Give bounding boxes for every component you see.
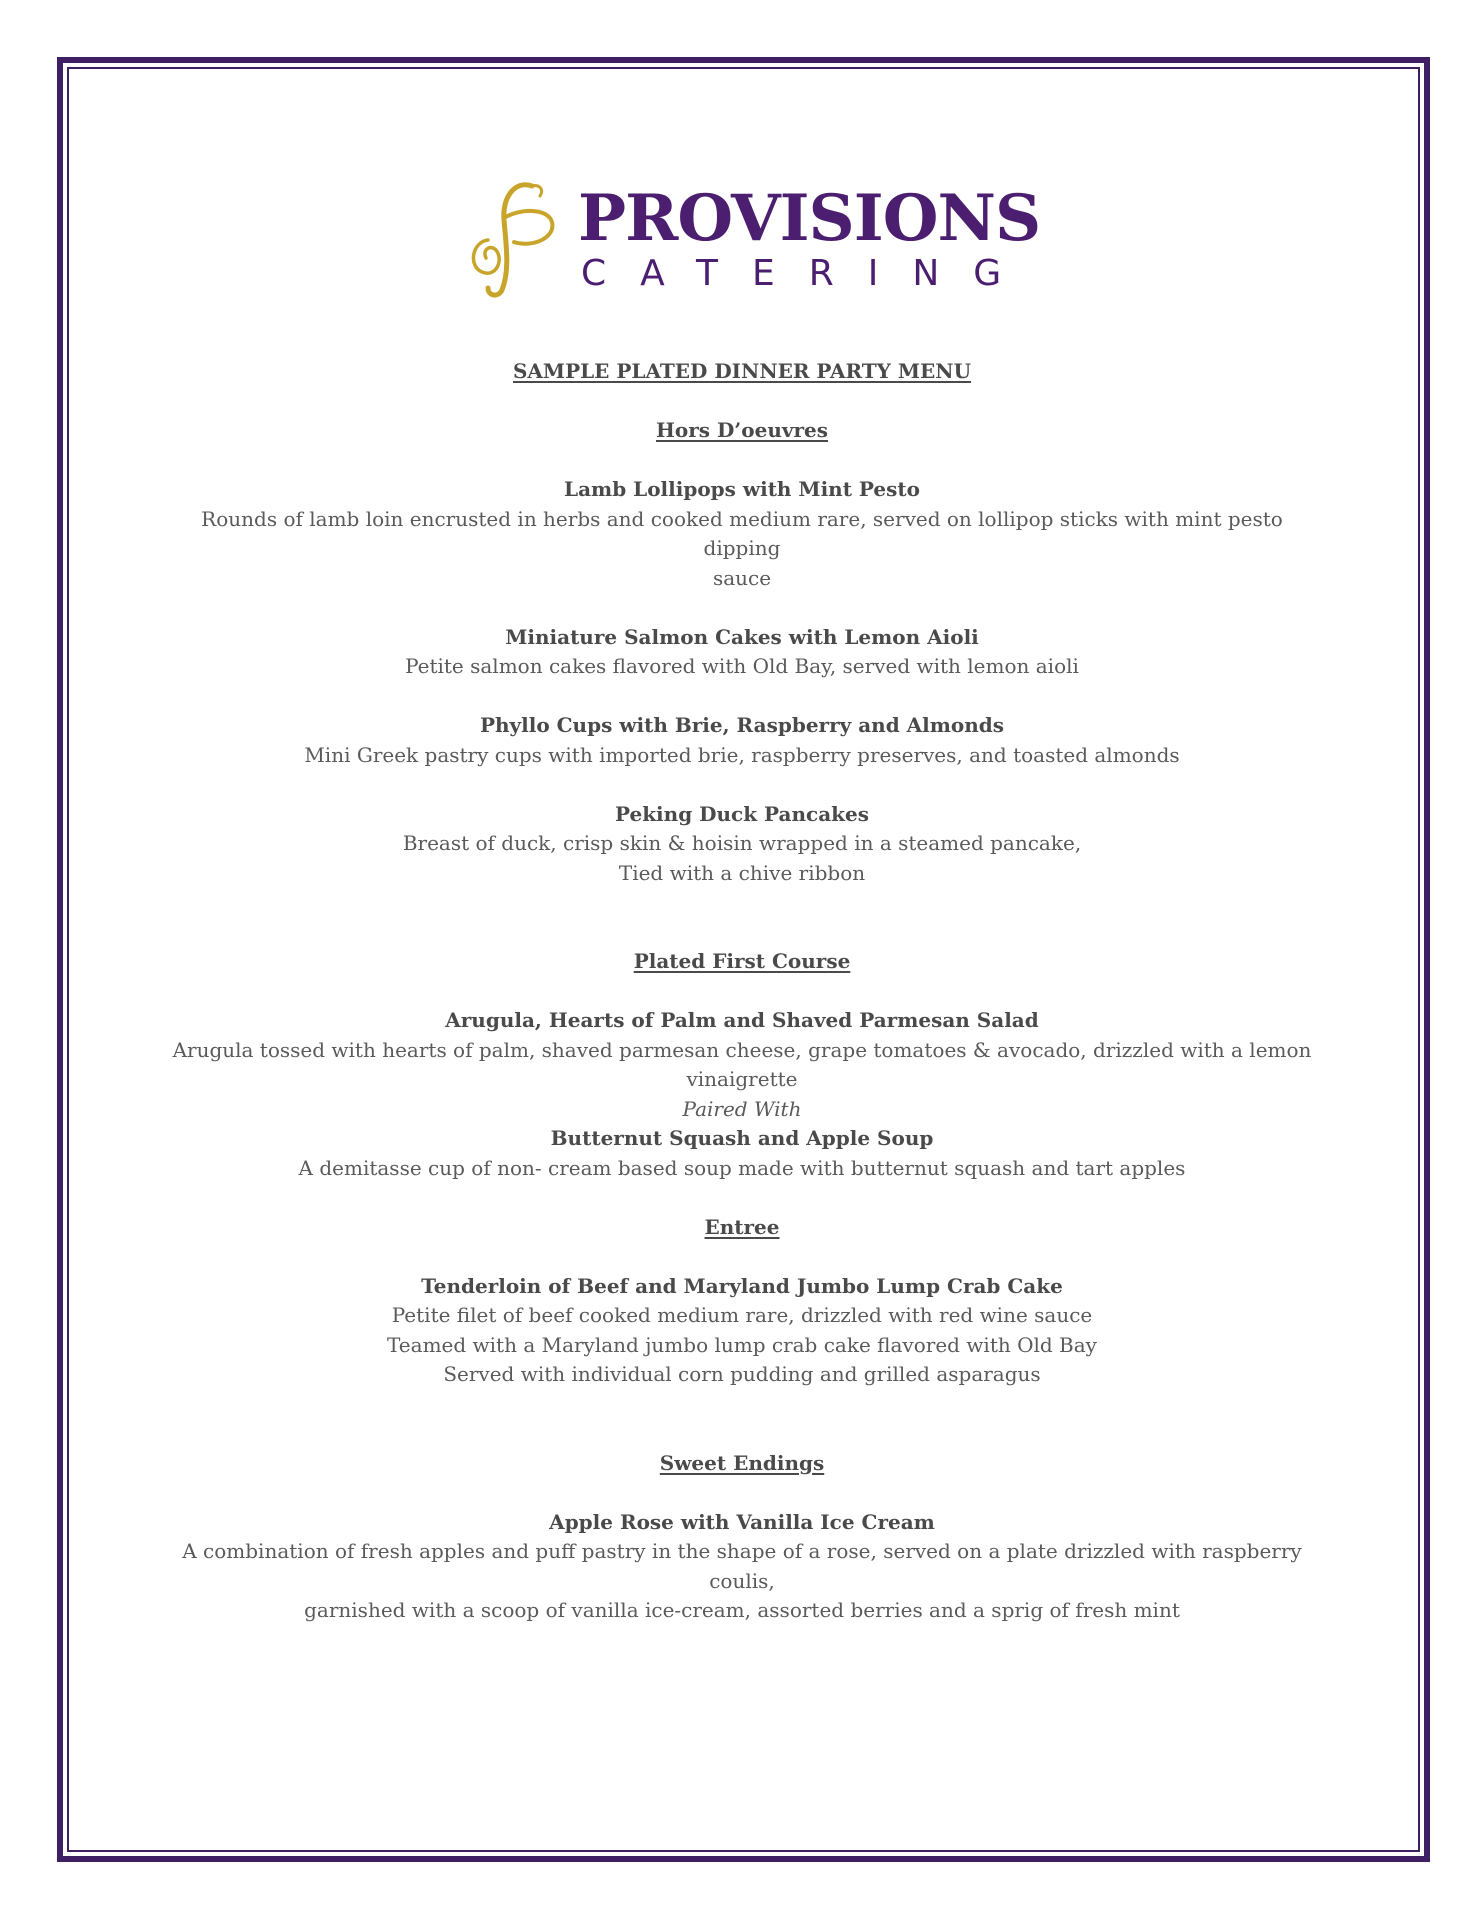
script-p-monogram-icon bbox=[458, 178, 563, 298]
dish-description: Tied with a chive ribbon bbox=[618, 860, 866, 885]
section-heading-first-course: Plated First Course bbox=[633, 949, 851, 973]
dish-description: Rounds of lamb loin encrusted in herbs and cooked medium rare, served on lollipop sticks with mint pesto dipping bbox=[201, 506, 1283, 560]
dish-description: A combination of fresh apples and puff pastry in the shape of a rose, served on a plate drizzled with raspberry coulis, bbox=[182, 1539, 1302, 1593]
dish-description: sauce bbox=[712, 565, 772, 590]
dish-name: Tenderloin of Beef and Maryland Jumbo Lump Crab Cake bbox=[421, 1273, 1063, 1298]
dish-name: Lamb Lollipops with Mint Pesto bbox=[564, 477, 920, 501]
menu-body bbox=[160, 357, 1324, 1626]
section-heading-entree: Entree bbox=[704, 1214, 780, 1239]
provisions-catering-logo bbox=[458, 178, 1041, 298]
dish-name: Peking Duck Pancakes bbox=[614, 801, 870, 826]
dish-description: A demitasse cup of non- cream based soup made with butternut squash and tart apples bbox=[298, 1155, 1186, 1180]
dish-description: Breast of duck, crisp skin & hoisin wrapped in a steamed pancake, bbox=[402, 831, 1082, 855]
dish-description: Petite filet of beef cooked medium rare, drizzled with red wine sauce bbox=[391, 1303, 1093, 1327]
dish-name: Apple Rose with Vanilla Ice Cream bbox=[549, 1509, 935, 1534]
dish-name: Arugula, Hearts of Palm and Shaved Parmesan Salad bbox=[445, 1008, 1039, 1032]
dish-description: Mini Greek pastry cups with imported brie, raspberry preserves, and toasted almonds bbox=[304, 742, 1180, 767]
dish-description: garnished with a scoop of vanilla ice-cream, assorted berries and a sprig of fresh mint bbox=[304, 1598, 1180, 1622]
menu-title: SAMPLE PLATED DINNER PARTY MENU bbox=[512, 359, 972, 383]
paired-with-label: Paired With bbox=[682, 1096, 802, 1121]
logo-name-provisions: PROVISIONS bbox=[578, 181, 1041, 256]
dish-description: Arugula tossed with hearts of palm, shaved parmesan cheese, grape tomatoes & avocado, drizzled with a lemon bbox=[172, 1037, 1312, 1062]
dish-name: Miniature Salmon Cakes with Lemon Aioli bbox=[505, 624, 979, 649]
dish-name: Phyllo Cups with Brie, Raspberry and Almonds bbox=[479, 713, 1005, 737]
dish-name: Butternut Squash and Apple Soup bbox=[550, 1126, 934, 1150]
dish-description: Served with individual corn pudding and grilled asparagus bbox=[443, 1362, 1041, 1386]
dish-description: vinaigrette bbox=[686, 1067, 798, 1091]
section-heading-sweet-endings: Sweet Endings bbox=[659, 1450, 825, 1475]
dish-description: Petite salmon cakes flavored with Old Bay, served with lemon aioli bbox=[405, 654, 1079, 678]
logo-name-catering: CATERING bbox=[581, 253, 1036, 294]
section-heading-hors-doeuvres: Hors D’oeuvres bbox=[655, 418, 829, 442]
dish-description: Teamed with a Maryland jumbo lump crab cake flavored with Old Bay bbox=[387, 1332, 1097, 1357]
